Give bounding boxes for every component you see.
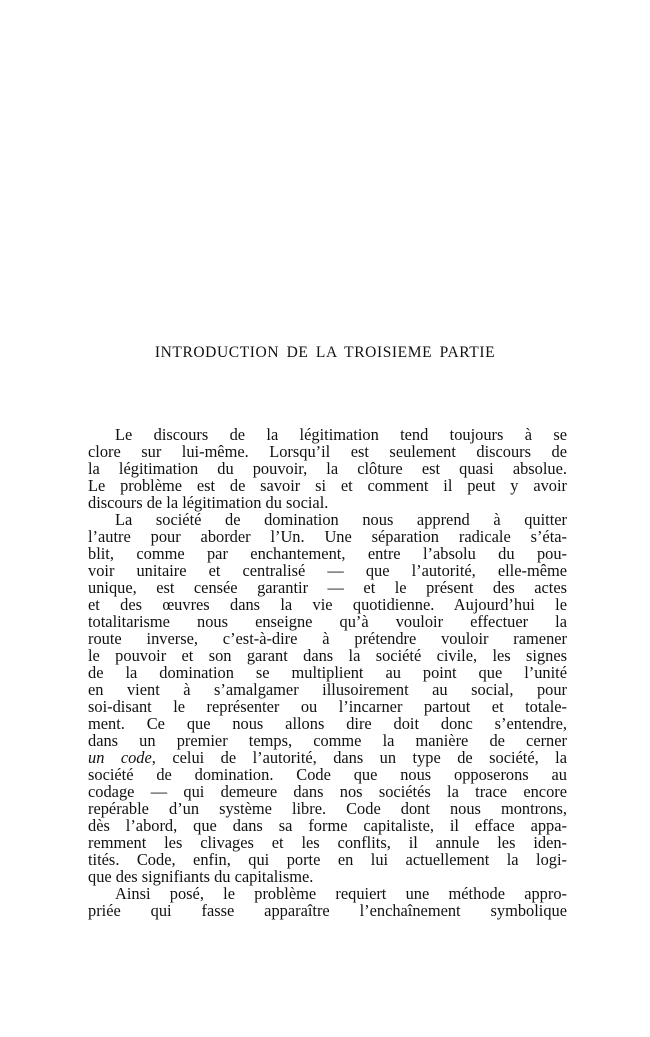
text-line: en vient à s’amalgamer illusoirement au social, pour (88, 680, 567, 699)
text-line: Ainsi posé, le problème requiert une méthode appro- (115, 884, 567, 903)
text-line: l’autre pour aborder l’Un. Une séparation radicale s’éta- (88, 527, 567, 546)
text-line: repérable d’un système libre. Code dont nous montrons, (88, 799, 567, 818)
text-line: La société de domination nous apprend à quitter (115, 510, 567, 529)
body-text (88, 426, 567, 919)
text-line: codage — qui demeure dans nos sociétés la trace encore (88, 782, 567, 801)
text-line: dans un premier temps, comme la manière de cerner (88, 731, 567, 750)
text-line: discours de la légitimation du social. (88, 493, 329, 512)
text-line: le pouvoir et son garant dans la société civile, les signes (88, 646, 567, 665)
text-line: priée qui fasse apparaître l’enchaînement symbolique (88, 901, 567, 920)
text-line: dès l’abord, que dans sa forme capitaliste, il efface appa- (88, 816, 567, 835)
text-line: voir unitaire et centralisé — que l’autorité, elle-même (88, 561, 567, 580)
italic-emphasis: un code (88, 748, 152, 767)
text-line: soi-disant le représenter ou l’incarner partout et totale- (88, 697, 567, 716)
text-line: et des œuvres dans la vie quotidienne. Aujourd’hui le (88, 595, 567, 614)
text-line: totalitarisme nous enseigne qu’à vouloir effectuer la (88, 612, 567, 631)
text-line: la légitimation du pouvoir, la clôture est quasi absolue. (88, 459, 567, 478)
text-line: de la domination se multiplient au point que l’unité (88, 663, 567, 682)
text-line: Le discours de la légitimation tend toujours à se (115, 425, 567, 444)
text-line: unique, est censée garantir — et le présent des actes (88, 578, 567, 597)
text-line: blit, comme par enchantement, entre l’absolu du pou- (88, 544, 567, 563)
text-line: que des signifiants du capitalisme. (88, 867, 314, 886)
text-line: ment. Ce que nous allons dire doit donc s’entendre, (88, 714, 567, 733)
text-line: tités. Code, enfin, qui porte en lui actuellement la logi- (88, 850, 567, 869)
text-line: route inverse, c’est-à-dire à prétendre vouloir ramener (88, 629, 567, 648)
text-line: Le problème est de savoir si et comment il peut y avoir (88, 476, 567, 495)
text-line: clore sur lui-même. Lorsqu’il est seulement discours de (88, 442, 567, 461)
text-line: remment les clivages et les conflits, il annule les iden- (88, 833, 567, 852)
text-line: société de domination. Code que nous opposerons au (88, 765, 567, 784)
section-title: INTRODUCTION DE LA TROISIEME PARTIE (154, 344, 496, 361)
text-line: un code, celui de l’autorité, dans un type de société, la (88, 748, 568, 767)
